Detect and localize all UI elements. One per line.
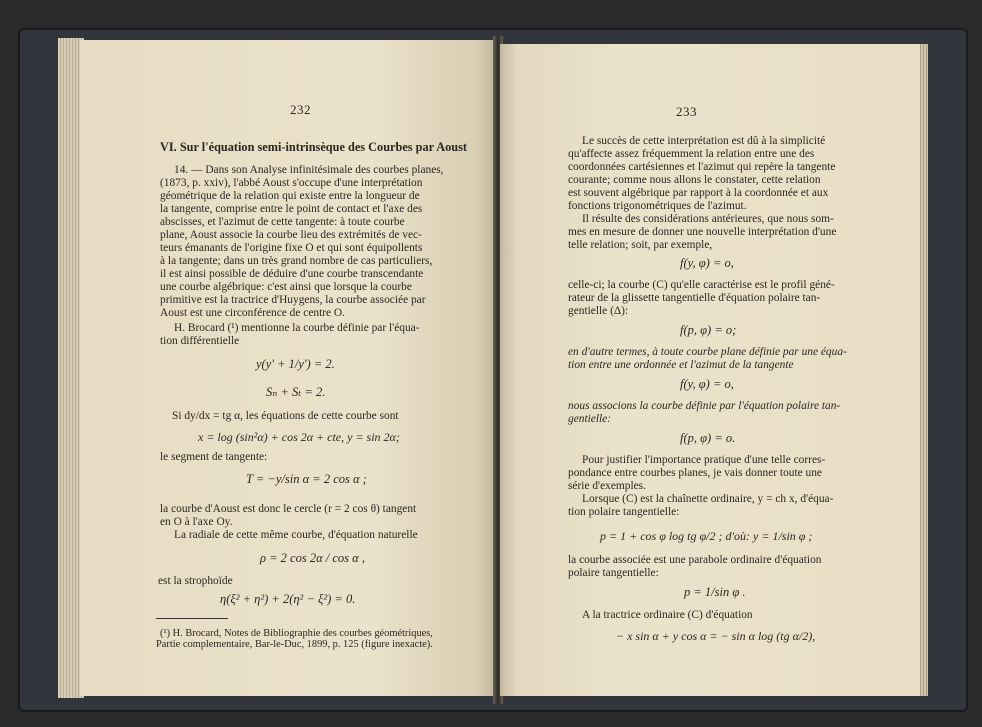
- equation: Sₙ + Sₜ = 2.: [266, 385, 326, 399]
- text-line: Lorsque (C) est la chaînette ordinaire, y = ch x, d'équa-: [582, 493, 834, 505]
- text-line: la tangente, comprise entre le point de contact et l'axe des: [160, 203, 423, 215]
- text-line: tion différentielle: [160, 335, 240, 347]
- equation: x = log (sin²α) + cos 2α + cte, y = sin 2α;: [198, 430, 400, 444]
- text-line: plane, Aoust associe la courbe lieu des extrémités de vec-: [160, 229, 422, 241]
- text-line: la courbe d'Aoust est donc le cercle (r = 2 cos θ) tangent: [160, 503, 417, 515]
- equation: ρ = 2 cos 2α / cos α ,: [260, 551, 365, 565]
- text-line: teurs émanants de l'origine fixe O et qui sont équipollents: [160, 242, 423, 254]
- text-line: Aoust est une circonférence de centre O.: [160, 307, 346, 319]
- text-line: La radiale de cette même courbe, d'équation naturelle: [174, 529, 418, 541]
- equation: η(ξ² + η²) + 2(η² − ξ²) = 0.: [220, 592, 356, 606]
- page-number: 233: [676, 104, 697, 119]
- footnote: (¹) H. Brocard, Notes de Bibliographie des courbes géométriques,: [160, 628, 433, 639]
- text-line: coordonnées cartésiennes et l'azimut qui repère la tangente: [568, 161, 836, 173]
- left-page: [80, 40, 495, 696]
- text-line: à la tangente; dans un très grand nombre de cas particuliers,: [160, 255, 433, 267]
- equation: y(y' + 1/y') = 2.: [256, 357, 335, 371]
- text-line: gentielle (Δ):: [568, 305, 629, 317]
- text-line: fonctions trigonométriques de l'azimut.: [568, 200, 747, 212]
- footnote-rule: [156, 618, 228, 619]
- text-line: est la strophoïde: [158, 575, 233, 587]
- text-line: Pour justifier l'importance pratique d'une telle corres-: [582, 454, 826, 466]
- text-line: (1873, p. xxiv), l'abbé Aoust s'occupe d'une interprétation: [160, 177, 423, 189]
- text-line: tion polaire tangentielle:: [568, 506, 680, 518]
- page-number: 232: [290, 102, 311, 117]
- equation: T = −y/sin α = 2 cos α ;: [246, 472, 367, 486]
- equation: p = 1/sin φ .: [684, 585, 746, 599]
- right-page: [500, 44, 920, 696]
- equation: f(y, φ) = o,: [680, 377, 734, 391]
- equation: p = 1 + cos φ log tg φ/2 ; d'où: y = 1/sin φ ;: [600, 529, 813, 543]
- text-line: rateur de la glissette tangentielle d'équation polaire tan-: [568, 292, 821, 304]
- text-line: pondance entre courbes planes, je vais donner toute une: [568, 467, 822, 479]
- text-line: 14. — Dans son Analyse infinitésimale des courbes planes,: [174, 164, 444, 176]
- text-line: polaire tangentielle:: [568, 567, 659, 579]
- text-line: est souvent algébrique par rapport à la coordonnée et aux: [568, 187, 829, 199]
- text-line: Si dy/dx = tg α, les équations de cette courbe sont: [172, 410, 399, 422]
- text-line: le segment de tangente:: [160, 451, 268, 463]
- text-line: courante; comme nous allons le constater, cette relation: [568, 174, 821, 186]
- text-line: telle relation; soit, par exemple,: [568, 239, 713, 251]
- equation: f(p, φ) = o.: [680, 431, 736, 445]
- text-line: Il résulte des considérations antérieures, que nous som-: [582, 213, 834, 225]
- text-line: celle-ci; la courbe (C) qu'elle caractérise est le profil géné-: [568, 279, 835, 291]
- text-line: tion entre une ordonnée et l'azimut de la tangente: [568, 359, 794, 371]
- text-line: H. Brocard (¹) mentionne la courbe définie par l'équa-: [174, 322, 420, 334]
- section-heading: VI. Sur l'équation semi-intrinsèque des Courbes par Aoust: [160, 140, 468, 154]
- text-line: mes en mesure de donner une nouvelle interprétation d'une: [568, 226, 837, 238]
- equation: f(p, φ) = o;: [680, 323, 737, 337]
- text-line: gentielle:: [568, 413, 612, 425]
- text-line: nous associons la courbe définie par l'équation polaire tan-: [568, 400, 841, 412]
- text-line: il est ainsi possible de déduire d'une courbe transcendante: [160, 268, 424, 280]
- equation: f(y, φ) = o,: [680, 256, 734, 270]
- text-line: abscisses, et l'azimut de cette tangente: à toute courbe: [160, 216, 405, 228]
- text-line: une courbe algébrique: c'est ainsi que lorsque la courbe: [160, 281, 412, 293]
- footnote: Partie complementaire, Bar-le-Duc, 1899, p. 125 (figure inexacte).: [156, 639, 433, 650]
- text-line: en d'autre termes, à toute courbe plane définie par une équa-: [568, 346, 847, 358]
- text-line: en O à l'axe Oy.: [160, 516, 233, 528]
- text-line: géométrique de la relation qui existe entre la longueur de: [160, 190, 420, 202]
- text-line: Le succès de cette interprétation est dû à la simplicité: [582, 135, 826, 147]
- text-line: qu'affecte assez fréquemment la relation entre une des: [568, 148, 815, 160]
- text-line: primitive est la tractrice d'Huygens, la courbe associée par: [160, 294, 426, 306]
- text-line: A la tractrice ordinaire (C) d'équation: [582, 609, 753, 621]
- equation: − x sin α + y cos α = − sin α log (tg α/2),: [616, 629, 816, 643]
- text-line: la courbe associée est une parabole ordinaire d'équation: [568, 554, 822, 566]
- text-line: série d'exemples.: [568, 480, 646, 492]
